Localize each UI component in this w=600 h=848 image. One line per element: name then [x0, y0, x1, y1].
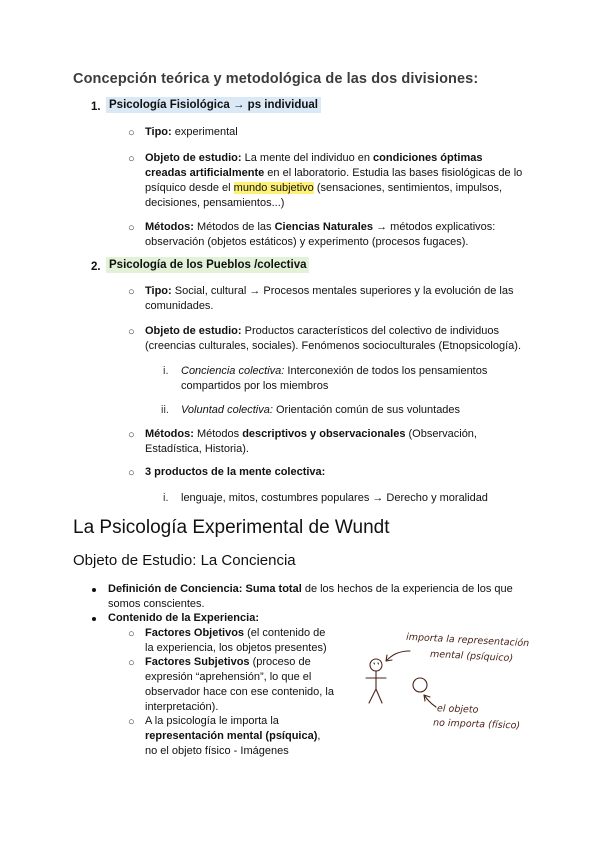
- objeto-paragraph: Objeto de estudio: La mente del individuo en condiciones óptimas creadas artificialmente en el laboratorio. Estudia las bases fisiológicas de lo psíquico desde el mundo subjetivo (sensaciones, sentimientos, impulsos, decisiones, pensamientos...): [145, 152, 523, 209]
- sub-heading: Objeto de Estudio: La Conciencia: [73, 552, 296, 569]
- bullet-icon: ○: [128, 286, 135, 298]
- bullet-dot: [92, 588, 96, 592]
- roman-marker: ii.: [161, 404, 169, 416]
- bullet-icon: ○: [128, 153, 135, 165]
- productos-item: lenguaje, mitos, costumbres populares → Derecho y moralidad: [181, 492, 488, 504]
- main-heading: La Psicología Experimental de Wundt: [73, 517, 390, 538]
- list-number-2: 2.: [91, 261, 101, 273]
- object-circle: [413, 678, 427, 692]
- item-heading-fisiologica: [106, 99, 321, 111]
- bullet-icon: ○: [128, 467, 135, 479]
- heading-highlight: Psicología de los Pueblos /colectiva: [106, 257, 309, 273]
- heading-highlight: Psicología Fisiológica → ps individual: [106, 97, 321, 113]
- bullet-icon: ○: [128, 326, 135, 338]
- note-importa: importa la representación: [405, 631, 530, 650]
- importa-paragraph: A la psicología le importa la representación mental (psíquica), no el objeto físico - Imágenes: [145, 715, 321, 757]
- bullet-dot: [92, 617, 96, 621]
- section-title: Concepción teórica y metodológica de las dos divisiones:: [73, 71, 479, 87]
- tipo-paragraph: Tipo: Social, cultural → Procesos mentales superiores y la evolución de las comunidades.: [145, 285, 514, 312]
- note-mental: mental (psíquico): [429, 648, 514, 665]
- metodos-paragraph: Métodos: Métodos de las Ciencias Naturales → métodos explicativos: observación (objetos estáticos) y experimento (procesos fugaces).: [145, 221, 496, 248]
- tipo-line: Tipo: experimental: [145, 126, 238, 138]
- voluntad-colectiva: Voluntad colectiva: Orientación común de sus voluntades: [181, 404, 461, 416]
- bullet-icon: ○: [128, 716, 135, 728]
- stick-figure-body: [366, 671, 386, 703]
- factores-subjetivos: Factores Subjetivos (proceso de expresión “aprehensión”, lo que el observador hace con ese contenido, la interpretación).: [145, 656, 334, 713]
- stick-figure-head: [370, 659, 382, 671]
- bullet-icon: ○: [128, 429, 135, 441]
- conciencia-colectiva: Conciencia colectiva: Interconexión de todos los pensamientos compartidos por los miembros: [181, 365, 488, 392]
- note-no-importa: no importa (físico): [432, 717, 521, 732]
- bullet-icon: ○: [128, 657, 135, 669]
- productos-heading: 3 productos de la mente colectiva:: [145, 466, 326, 478]
- arrow-to-figure: [386, 651, 410, 661]
- factores-objetivos: Factores Objetivos (el contenido de la experiencia, los objetos presentes): [145, 627, 327, 654]
- definicion-paragraph: Definición de Conciencia: Suma total de los hechos de la experiencia de los que somos conscientes.: [108, 583, 513, 610]
- roman-marker: i.: [163, 492, 169, 504]
- bullet-icon: ○: [128, 628, 135, 640]
- bullet-icon: ○: [128, 127, 135, 139]
- bullet-icon: ○: [128, 222, 135, 234]
- objeto-paragraph: Objeto de estudio: Productos característicos del colectivo de individuos (creencias culturales, sociales). Fenómenos socioculturales (Etnopsicología).: [145, 325, 522, 352]
- contenido-heading: Contenido de la Experiencia:: [108, 612, 259, 624]
- roman-marker: i.: [163, 365, 169, 377]
- highlight-mundo-subjetivo: mundo subjetivo: [233, 182, 314, 194]
- metodos-paragraph: Métodos: Métodos descriptivos y observacionales (Observación, Estadística, Historia).: [145, 428, 477, 455]
- list-number-1: 1.: [91, 101, 101, 113]
- note-objeto: el objeto: [436, 703, 479, 716]
- item-heading-pueblos: [106, 259, 309, 271]
